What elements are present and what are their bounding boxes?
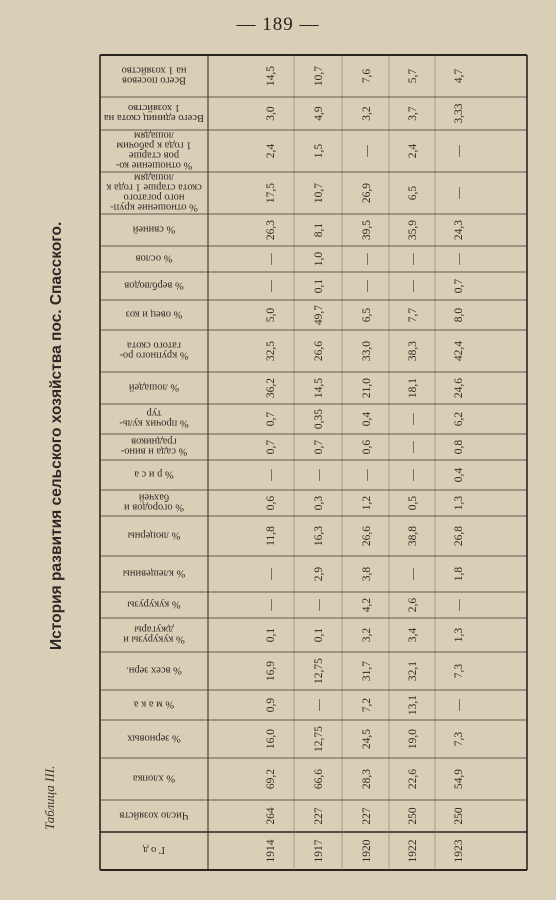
cell-value: 1,8	[453, 566, 465, 582]
cell-value: 3,8	[361, 566, 373, 582]
cell-value: 227	[313, 807, 325, 825]
cell-value: 1,5	[313, 143, 325, 159]
year-label: 1917	[313, 839, 325, 863]
cell-value: —	[453, 253, 465, 265]
cell-value: —	[453, 145, 465, 157]
column-header	[119, 408, 189, 429]
cell-value: 7,3	[453, 731, 465, 747]
column-header	[134, 699, 175, 710]
cell-value: 2,9	[313, 566, 325, 582]
cell-value: 12,75	[313, 658, 325, 684]
cell-value: 26,9	[361, 182, 373, 204]
cell-value: —	[265, 253, 277, 265]
cell-value: —	[265, 599, 277, 611]
cell-value: 33,0	[361, 340, 373, 362]
cell-value: 12,75	[313, 726, 325, 752]
column-header	[122, 65, 187, 86]
cell-value: 24,3	[453, 219, 465, 241]
column-header-line: % отношение круп-	[110, 201, 198, 213]
cell-value: 3,2	[361, 627, 373, 643]
cell-value: 6,5	[361, 307, 373, 323]
cell-value: —	[313, 699, 325, 711]
column-header-line: % верблюдов	[124, 279, 184, 291]
column-header-line: % м а к а	[133, 698, 175, 710]
cell-value: —	[265, 568, 277, 580]
cell-value: 26,3	[265, 219, 277, 241]
cell-value: 22,6	[407, 768, 419, 790]
cell-value: 13,1	[407, 694, 419, 716]
cell-value: 39,5	[361, 219, 373, 241]
column-header-line: градников	[131, 435, 177, 447]
cell-value: 11,8	[265, 526, 277, 546]
cell-value: 5,0	[265, 307, 277, 323]
cell-value: 3,4	[407, 627, 419, 643]
cell-value: 227	[361, 807, 373, 825]
cell-value: 32,5	[265, 340, 277, 362]
cell-value: 6,5	[407, 185, 419, 201]
cell-value: —	[407, 253, 419, 265]
cell-value: 250	[453, 807, 465, 825]
column-header-line: скота старше 1 года к	[106, 181, 202, 193]
table-title: История развития сельского хозяйства пос. Спасского.	[48, 221, 65, 650]
cell-value: 7,7	[407, 307, 419, 323]
column-header-line: % ослов	[135, 252, 173, 264]
column-header	[124, 492, 184, 513]
column-header-line: % кукурузы и	[123, 633, 185, 645]
column-header	[127, 599, 180, 610]
cell-value: —	[453, 187, 465, 199]
cell-value: —	[361, 253, 373, 265]
cell-value: 16,0	[265, 728, 277, 750]
cell-value: 38,3	[407, 340, 419, 362]
column-header-line: % огородов и	[124, 501, 184, 513]
column-header-line: лошадям	[133, 171, 175, 183]
cell-value: 26,6	[361, 525, 373, 547]
cell-value: —	[453, 599, 465, 611]
column-header	[126, 733, 180, 744]
cell-value: 0,4	[361, 411, 373, 427]
year-label: 1914	[265, 839, 277, 863]
column-header-line: тур	[146, 407, 162, 419]
cell-value: —	[361, 280, 373, 292]
cell-value: 5,7	[407, 68, 419, 84]
column-header	[129, 382, 180, 393]
cell-value: 0,4	[453, 467, 465, 483]
cell-value: 32,1	[407, 660, 419, 682]
cell-value: 18,1	[407, 377, 419, 399]
column-header-line: % сада и вино-	[120, 445, 188, 457]
cell-value: 1,3	[453, 495, 465, 511]
column-header	[126, 665, 182, 676]
year-header: Г о д	[143, 844, 165, 855]
column-header-line: % хлопка	[132, 772, 176, 784]
column-header	[135, 253, 172, 264]
cell-value: 1,0	[313, 251, 325, 267]
cell-value: 2,4	[265, 143, 277, 159]
column-header	[126, 309, 183, 320]
cell-value: 14,5	[265, 65, 277, 87]
column-header	[105, 172, 201, 213]
column-header	[132, 224, 175, 235]
year-label: 1920	[361, 839, 373, 863]
cell-value: 0,1	[313, 278, 325, 294]
cell-value: 26,8	[453, 525, 465, 547]
cell-value: 0,7	[265, 411, 277, 427]
column-header-line: Всего посевов	[121, 74, 187, 86]
cell-value: 69,2	[265, 768, 277, 790]
column-header-line: % лошадей	[128, 381, 180, 393]
column-header	[120, 436, 187, 457]
table-caption: Таблица III.	[42, 765, 57, 830]
column-header-line: ного рогатого	[123, 191, 185, 203]
cell-value: 16,9	[265, 660, 277, 682]
cell-value: —	[407, 441, 419, 453]
cell-value: —	[407, 568, 419, 580]
column-header-line: джугары	[134, 623, 174, 635]
cell-value: —	[407, 413, 419, 425]
column-header	[123, 568, 185, 579]
cell-value: 0,7	[453, 278, 465, 294]
cell-value: —	[361, 145, 373, 157]
column-header-line: 1 хозяйство	[128, 102, 180, 113]
column-header-line: ров старше	[128, 149, 180, 161]
cell-value: 0,5	[407, 495, 419, 511]
cell-value: 26,6	[313, 340, 325, 362]
column-header-line: на 1 хозяйство	[121, 64, 187, 76]
cell-value: 66,6	[313, 768, 325, 790]
cell-value: 3,0	[265, 106, 277, 121]
cell-value: 35,9	[407, 219, 419, 241]
column-header-line: % свиней	[132, 223, 176, 235]
cell-value: 19,0	[407, 728, 419, 750]
column-header-line: % р и с а	[134, 468, 174, 480]
cell-value: 0,6	[265, 495, 277, 511]
cell-value: 10,7	[313, 182, 325, 204]
column-header-line: % крупного ро-	[119, 349, 189, 361]
cell-value: 3,7	[407, 106, 419, 121]
cell-value: —	[265, 280, 277, 292]
column-header-line: гатого скота	[126, 339, 182, 351]
column-header-line: % люцерны	[127, 529, 181, 541]
cell-value: 42,4	[453, 340, 465, 362]
cell-value: 0,35	[313, 408, 325, 430]
cell-value: 7,3	[453, 663, 465, 679]
cell-value: 4,7	[453, 68, 465, 84]
cell-value: 16,3	[313, 525, 325, 547]
cell-value: 2,6	[407, 597, 419, 613]
cell-value: 0,1	[313, 627, 325, 643]
column-header-line: % овец и коз	[125, 308, 183, 320]
cell-value: 6,2	[453, 411, 465, 427]
cell-value: 4,9	[313, 106, 325, 121]
cell-value: —	[361, 469, 373, 481]
cell-value: 54,9	[453, 768, 465, 790]
cell-value: 17,5	[265, 182, 277, 204]
cell-value: —	[453, 699, 465, 711]
column-header	[124, 280, 183, 291]
column-header	[119, 340, 189, 361]
cell-value: 10,7	[313, 65, 325, 87]
column-header-line: % кукурузы	[127, 598, 181, 610]
cell-value: 49,7	[313, 304, 325, 326]
column-header-line: % всех зерн.	[126, 664, 182, 676]
cell-value: 24,6	[453, 377, 465, 399]
cell-value: 24,5	[361, 728, 373, 750]
cell-value: —	[313, 469, 325, 481]
cell-value: 0,6	[361, 439, 373, 455]
column-header	[119, 810, 188, 821]
cell-value: 0,8	[453, 439, 465, 455]
cell-value: —	[407, 280, 419, 292]
cell-value: 264	[265, 807, 277, 825]
column-header	[128, 530, 181, 541]
column-header-line: % клещевины	[122, 567, 186, 579]
column-header	[104, 102, 204, 123]
cell-value: 1,3	[453, 627, 465, 643]
cell-value: —	[313, 599, 325, 611]
column-header-line: 1 года к рабочим	[116, 139, 192, 151]
cell-value: 38,8	[407, 525, 419, 547]
cell-value: 250	[407, 807, 419, 825]
cell-value: —	[265, 469, 277, 481]
year-label: 1923	[453, 839, 465, 863]
column-header-line: % зерновых	[127, 732, 181, 744]
cell-value: 0,3	[313, 495, 325, 511]
column-header	[132, 773, 175, 784]
cell-value: —	[407, 469, 419, 481]
cell-value: 7,2	[361, 697, 373, 713]
year-label: 1922	[407, 839, 419, 863]
cell-value: 0,1	[265, 627, 277, 643]
cell-value: 7,6	[361, 68, 373, 84]
cell-value: 1,2	[361, 495, 373, 511]
cell-value: 0,7	[265, 439, 277, 455]
column-header-line: % отношение ко-	[115, 159, 193, 171]
column-header-line: лошадям	[133, 129, 175, 141]
column-header-line: % прочих куль-	[119, 417, 189, 429]
page-number: — 189 —	[236, 14, 320, 35]
cell-value: 8,1	[313, 222, 325, 238]
cell-value: 8,0	[453, 307, 465, 323]
cell-value: 14,5	[313, 377, 325, 399]
column-header	[123, 624, 185, 645]
cell-value: 21,0	[361, 377, 373, 399]
cell-value: 36,2	[265, 377, 277, 399]
column-header-line: Число хозяйств	[119, 809, 189, 821]
cell-value: 3,2	[361, 106, 373, 121]
column-header-line: Всего единиц скота на	[104, 112, 204, 123]
cell-value: 3,33	[453, 103, 465, 124]
cell-value: 31,7	[361, 660, 373, 682]
cell-value: 0,7	[313, 439, 325, 455]
column-header	[115, 130, 192, 171]
cell-value: 28,3	[361, 768, 373, 790]
column-header-line: бахчей	[138, 491, 170, 503]
cell-value: 4,2	[361, 597, 373, 613]
column-header	[134, 469, 174, 480]
cell-value: 0,9	[265, 697, 277, 713]
cell-value: 2,4	[407, 143, 419, 159]
